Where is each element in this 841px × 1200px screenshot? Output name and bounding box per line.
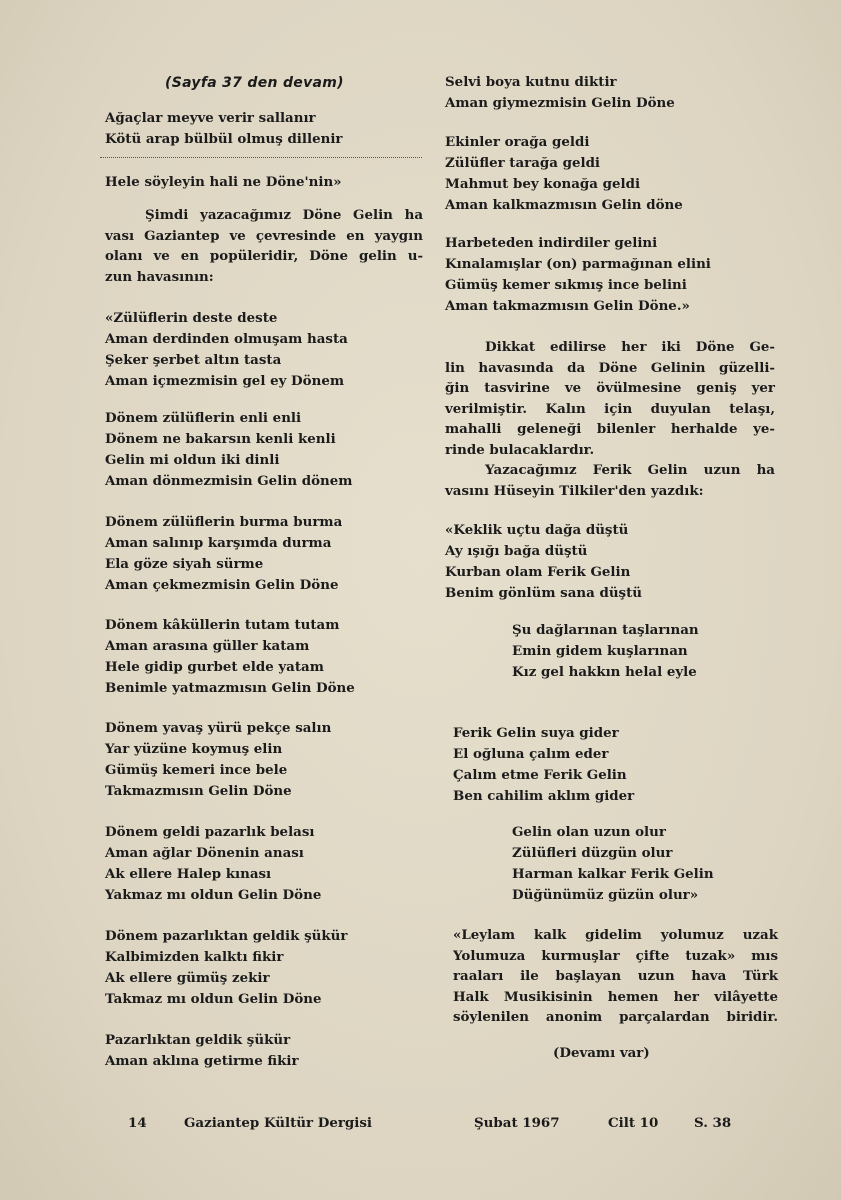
verse-line: Aman dönmezmisin Gelin dönem — [105, 473, 353, 489]
stanza-7 — [105, 926, 347, 1010]
verse-line: Aman içmezmisin gel ey Dönem — [105, 373, 345, 389]
paragraph-line: raaları ile başlayan uzun hava Türk — [453, 968, 778, 984]
verse-line: Benimle yatmazmısın Gelin Döne — [105, 680, 355, 696]
paragraph-line: mahalli geleneği bilenler herhalde ye- — [445, 421, 775, 437]
intro-paragraph — [105, 205, 423, 287]
paragraph-line: Yolumuza kurmuşlar çifte tuzak» mıs — [453, 947, 778, 964]
verse-line: Ak ellere gümüş zekir — [105, 970, 270, 986]
dotted-divider — [100, 157, 422, 158]
verse-line: «Zülüflerin deste deste — [105, 310, 278, 326]
paragraph-line: Yazacağımız Ferik Gelin uzun ha — [485, 462, 775, 478]
stanza-8 — [105, 1030, 299, 1072]
song-stanza-2 — [453, 723, 634, 807]
verse-line: Yakmaz mı oldun Gelin Döne — [105, 887, 322, 903]
verse-line: Kurban olam Ferik Gelin — [445, 564, 631, 580]
verse-line: Aman takmazmısın Gelin Döne.» — [445, 298, 690, 314]
volume: Cilt 10 — [608, 1115, 659, 1131]
verse-line: Zülüfleri düzgün olur — [512, 845, 673, 861]
verse-line: Dönem pazarlıktan geldik şükür — [105, 928, 348, 944]
verse-line: Dönem zülüflerin burma burma — [105, 514, 343, 530]
verse-line: Kötü arap bülbül olmuş dillenir — [105, 131, 343, 147]
verse-line: Mahmut bey konağa geldi — [445, 176, 641, 192]
stanza-6 — [105, 822, 321, 906]
verse-line: Aman giymezmisin Gelin Döne — [445, 95, 675, 111]
paragraph-line: olanı ve en popüleridir, Döne gelin u- — [105, 248, 423, 264]
verse-line: Hele gidip gurbet elde yatam — [105, 659, 324, 675]
verse-line: Kız gel hakkın helal eyle — [512, 664, 697, 680]
verse-line: Ferik Gelin suya gider — [453, 725, 619, 741]
verse-line: Gelin olan uzun olur — [512, 824, 666, 840]
continued-note — [553, 1043, 650, 1064]
paragraph-line: Halk Musikisinin hemen her vilâyette — [453, 988, 778, 1005]
stanza-1 — [105, 308, 348, 392]
verse-line: Gümüş kemer sıkmış ince belini — [445, 277, 687, 293]
verse-line: Aman derdinden olmuşam hasta — [105, 331, 348, 347]
verse-line: Kınalamışlar (on) parmağınan elini — [445, 256, 711, 272]
verse-line: Aman salınıp karşımda durma — [105, 535, 332, 551]
verse-line: Benim gönlüm sana düştü — [445, 585, 643, 601]
verse-line: Dönem yavaş yürü pekçe salın — [105, 720, 332, 736]
stanza-3 — [105, 512, 342, 596]
stanza-4 — [105, 615, 355, 699]
verse-line: Kalbimizden kalktı fikir — [105, 949, 284, 965]
verse-line: Selvi boya kutnu diktir — [445, 74, 617, 90]
paragraph-line: «Leylam kalk gidelim yolumuz uzak — [453, 927, 778, 943]
verse-line: Aman arasına güller katam — [105, 638, 310, 654]
paragraph-line: vası Gaziantep ve çevresinde en yaygın — [105, 227, 423, 244]
paragraph-line: ğin tasvirine ve övülmesine geniş yer — [445, 380, 775, 396]
verse-line: Ekinler orağa geldi — [445, 134, 590, 150]
verse-line: Gümüş kemeri ince bele — [105, 762, 288, 778]
paragraph-line: Dikkat edilirse her iki Döne Ge- — [485, 339, 775, 355]
verse-line: Harbeteden indirdiler gelini — [445, 235, 658, 251]
magazine-name: Gaziantep Kültür Dergisi — [184, 1115, 373, 1131]
song-refrain-2 — [512, 822, 714, 906]
verse-line: Ağaçlar meyve verir sallanır — [105, 110, 316, 126]
verse-line: Dönem geldi pazarlık belası — [105, 824, 315, 840]
paragraph-line: Şimdi yazacağımız Döne Gelin ha — [145, 207, 423, 223]
verse-line: Şu dağlarınan taşlarınan — [512, 622, 699, 638]
verse-line: Takmazmısın Gelin Döne — [105, 783, 292, 799]
verse-line: El oğluna çalım eder — [453, 746, 609, 762]
continued-label: (Devamı var) — [553, 1045, 650, 1061]
verse-line: Dönem kâküllerin tutam tutam — [105, 617, 340, 633]
verse-line: Dönem ne bakarsın kenli kenli — [105, 431, 336, 447]
verse-line: Yar yüzüne koymuş elin — [105, 741, 283, 757]
paragraph-line: rinde bulacaklardır. — [445, 441, 595, 458]
verse-line: Harman kalkar Ferik Gelin — [512, 866, 714, 882]
paragraph-line: vasını Hüseyin Tilkiler'den yazdık: — [445, 482, 704, 499]
issue-date: Şubat 1967 — [474, 1115, 560, 1131]
closing-paragraph — [453, 925, 778, 1028]
continued-from-heading: (Sayfa 37 den devam) — [165, 75, 344, 91]
ferik-intro-paragraph — [445, 460, 775, 501]
commentary-paragraph — [445, 337, 775, 460]
right-stanza-1 — [445, 72, 675, 114]
page-number: 14 — [128, 1115, 147, 1131]
paragraph-line: söylenilen anonim parçalardan biridir. — [453, 1009, 778, 1025]
issue-number: S. 38 — [694, 1115, 732, 1131]
right-stanza-3 — [445, 233, 711, 317]
verse-line: Çalım etme Ferik Gelin — [453, 767, 627, 783]
verse-line: Pazarlıktan geldik şükür — [105, 1032, 291, 1048]
verse-line: Emin gidem kuşlarınan — [512, 643, 688, 659]
song-stanza-1 — [445, 520, 642, 604]
right-stanza-2 — [445, 132, 683, 216]
verse-line: Aman çekmezmisin Gelin Döne — [105, 577, 339, 593]
verse-line: Hele söyleyin hali ne Döne'nin» — [105, 174, 342, 190]
song-refrain-1 — [512, 620, 699, 683]
verse-line: Ela göze siyah sürme — [105, 556, 264, 572]
verse-line: Dönem zülüflerin enli enli — [105, 410, 302, 426]
paragraph-line: zun havasının: — [105, 268, 214, 285]
verse-line: Aman kalkmazmısın Gelin döne — [445, 197, 683, 213]
verse-line: Şeker şerbet altın tasta — [105, 352, 282, 368]
verse-line: Ben cahilim aklım gider — [453, 788, 635, 804]
verse-line: Ak ellere Halep kınası — [105, 866, 272, 882]
line-after-divider — [105, 172, 342, 193]
verse-line: Zülüfler tarağa geldi — [445, 155, 601, 171]
verse-line: Düğünümüz güzün olur» — [512, 887, 699, 903]
stanza-2 — [105, 408, 352, 492]
verse-line: Takmaz mı oldun Gelin Döne — [105, 991, 322, 1007]
stanza-5 — [105, 718, 331, 802]
paragraph-line: verilmiştir. Kalın için duyulan telaşı, — [445, 400, 775, 417]
verse-line: Gelin mi oldun iki dinli — [105, 452, 280, 468]
verse-line: «Keklik uçtu dağa düştü — [445, 522, 629, 538]
verse-line: Aman ağlar Dönenin anası — [105, 845, 304, 861]
verse-line: Aman aklına getirme fikir — [105, 1053, 299, 1069]
paragraph-line: lin havasında da Döne Gelinin güzelli- — [445, 359, 775, 376]
intro-stanza — [105, 108, 342, 150]
verse-line: Ay ışığı bağa düştü — [445, 543, 588, 559]
